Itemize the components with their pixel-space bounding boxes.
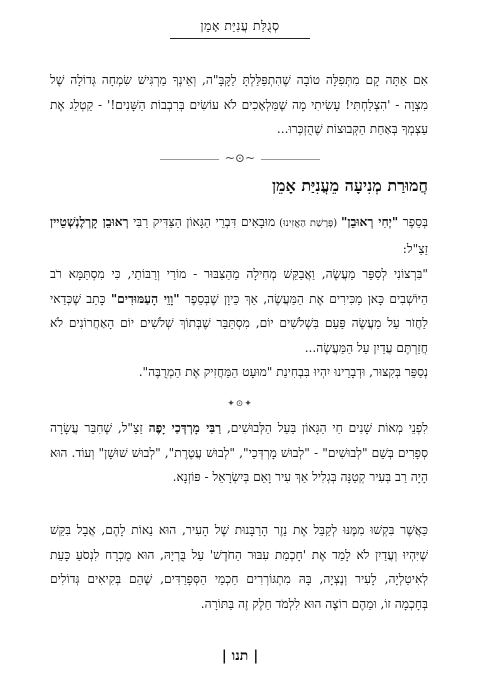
section-intro bbox=[50, 210, 428, 261]
star-ornament: ✦⊙✦ bbox=[227, 399, 253, 409]
intro-book-name: "יְחִי רְאוּבֵן" bbox=[341, 215, 399, 229]
story-paragraph-1 bbox=[50, 416, 428, 490]
story1-rabbi-name: רַבִּי מָרְדְּכַי יָפֶה bbox=[148, 421, 222, 435]
divider-ornament-glyph: ~⊙~ bbox=[219, 151, 261, 165]
intro-suffix: זַצַ"ל: bbox=[402, 241, 428, 256]
quote-book-name: "וָוֵי הָעַמּוּדִים" bbox=[110, 291, 180, 306]
page-number: תנו bbox=[231, 648, 249, 664]
running-header bbox=[0, 18, 480, 34]
header-rule bbox=[170, 38, 310, 39]
quote-part1: "בִּרְצוֹנִי לְסַפֵּר מַעֲשֶׂה, וַאֲבַקֵּשׁ מְחִילָה מֵהַצִּבּוּר - מוֹרַי וְרַבּוֹתַי, כִּי מִסְתַּמָּא רֹב הַיּוֹשְׁבִים כָּאן מַכִּירִים אֶת הַמַּעֲשֶׂה, אַךְ כֵּיוָן שֶׁבְּסֵפֶר bbox=[50, 267, 428, 306]
quote-part2: כָּתַב שֶׁכְּדַאי לַחֲזֹר עַל מַעֲשֶׂה פַּעַם בִּשְׁלֹשִׁים יוֹם, מִסְתַּבֵּר שֶׁבְּתוֹךְ שְׁלֹשִׁים יוֹם הָאַחֲרוֹנִים לֹא חֲזַרְתֶּם עֲדַיִן עַל הַמַּעֲשֶׂה... bbox=[50, 291, 428, 355]
quote-paragraph bbox=[50, 262, 428, 360]
page-footer: | תנו | bbox=[221, 648, 259, 664]
story1-suffix: זַצַ"ל, שֶׁחִבֵּר עֲשָׂרָה סְפָרִים בְּשֵׁם "לְבוּשִׁים" - "לְבוּשׁ מָרְדְּכַי", "לְבוּשׁ עֲטֶרֶת", "לְבוּשׁ שׁוּשָׁן" וְעוֹד. הוּא הָיָה רַב בְּעִיר קְטַנָּה בְּגְלִיל אַךְ עִיר וָאֵם בְּיִשְׂרָאֵל - פּוֹזְנָא. bbox=[50, 421, 428, 484]
closing-line: נְסַפֵּר בְּקִצּוּר, וּדְבָרֵינוּ יִהְיוּ בִּבְחִינַת "מוּעָט הַמַּחֲזִיק אֶת הַמְרֻבֶּה". bbox=[138, 365, 428, 379]
section-divider-ornament bbox=[0, 151, 480, 165]
story-paragraph-2: כַּאֲשֶׁר בִּקְשׁוּ מִמֶּנּוּ לְקַבֵּל אֶת נֵזֶר הָרַבָּנוּת שֶׁל הָעִיר, הוּא נֵאוֹת לָהֶם, אֲבָל בִּקֵּשׁ שֶׁיִּהְיוּ וְעֲדַיִן לֹא לָמַד אֶת 'חָכְמַת עִבּוּר הַחֹדֶשׁ' עַל בֻּרְיָהּ, הוּא מֻכְרָח לִנְסֹעַ כָּעֵת לְאִיטַלְיָה, לָעִיר וְנֶצְיָה, בָּהּ מִתְגּוֹרְרִים חַכְמֵי הַסְּפָרַדִּים, שֶׁהֵם בְּקִיאִים גְּדוֹלִים בְּחָכְמָה זוֹ, וּמֵהֶם רוֹצֶה הוּא לִלְמֹד חֵלֶק זֶה בַּתּוֹרָה. bbox=[50, 523, 428, 611]
intro-book-note: (פָּרָשַׁת הַאֲזִינוּ) bbox=[275, 218, 342, 229]
section-title: חֲמוּרַת מְנִיעָה מֵעֲנִיַּת אָמֵן bbox=[271, 176, 428, 195]
running-header-title: סְגֻלַּת עֲנִיַּת אָמֵן bbox=[200, 18, 280, 33]
story1-prefix: לִפְנֵי מְאוֹת שָׁנִים חַי הַגָּאוֹן בַּעַל הַלְּבוּשִׁים, bbox=[221, 421, 429, 435]
top-paragraph: אִם אַתָּה קָם מִתְּפִלָּה טוֹבָה שֶׁהִתְפַּלַּלְתָּ לַקָּבָּ"ה, וְאֵינְךָ מַרְגִּישׁ שִׂמְחָה גְּדוֹלָה שֶׁל מִצְוָה - 'הִצְלַחְתִּי! עָשִׂיתִי מָה שֶׁמַּלְאָכִים לֹא עוֹשִׂים בְּרִבְבוֹת הַשָּׁנִים!' - קַטְלֵג אֶת עַצְמְךָ בְּאַחַת הַקְּבוּצוֹת שֶׁהֻזְכְּרוּ... bbox=[50, 73, 428, 136]
intro-prefix: בְּסֵפֶר bbox=[398, 215, 428, 229]
intro-rabbi-name: רְאוּבֵן קָרְלֶנְשְׁטֵיין bbox=[50, 215, 129, 229]
intro-mid: מוּבָאִים דִּבְרֵי הַגָּאוֹן הַצַּדִּיק רַבִּי bbox=[128, 215, 276, 229]
